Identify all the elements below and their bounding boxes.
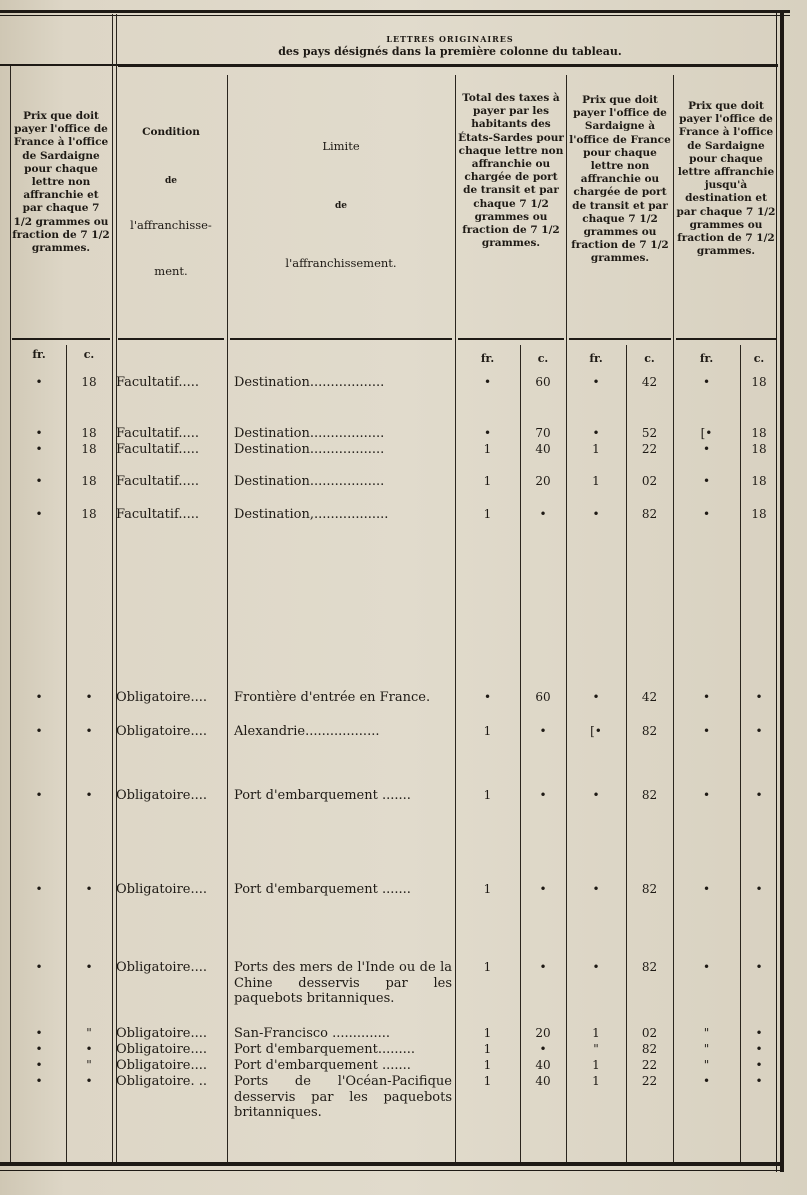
header-prix-france-sardaigne-affranchie: Prix que doit payer l'office de France à l'office de Sardaigne pour chaque lettre affranchie jusqu'à destination et par chaque 7 1/2 grammes ou fraction de 7 1/2 grammes. xyxy=(676,100,776,258)
cell-limite: Destination.................. xyxy=(234,442,385,457)
cell-affranchie-c: • xyxy=(755,882,763,896)
cell-prix-c: 18 xyxy=(81,507,97,521)
cell-affranchie-c: 18 xyxy=(751,507,767,521)
cell-sardaigne-fr: • xyxy=(592,882,600,896)
cell-sardaigne-c: 22 xyxy=(641,1058,658,1072)
cell-affranchie-c: • xyxy=(755,1058,763,1072)
cell-total-fr: • xyxy=(483,375,492,389)
cell-prix-c: • xyxy=(85,724,93,738)
cell-sardaigne-c: 22 xyxy=(641,442,658,456)
cell-prix-fr: • xyxy=(35,1026,43,1040)
cell-prix-fr: • xyxy=(35,960,43,974)
cell-affranchie-c: 18 xyxy=(751,474,767,488)
col-line-9 xyxy=(673,75,674,1162)
bottom-rule-thin xyxy=(0,1170,784,1171)
cell-total-c: 20 xyxy=(535,1026,551,1040)
cell-prix-c: • xyxy=(85,960,93,974)
cell-sardaigne-fr: [• xyxy=(590,724,602,738)
cell-limite: Destination.................. xyxy=(234,474,385,489)
cell-prix-fr: • xyxy=(35,426,43,440)
col-line-3b xyxy=(116,14,117,1162)
cell-prix-c: 18 xyxy=(81,474,97,488)
header-rule-6 xyxy=(676,338,776,340)
cell-prix-fr: • xyxy=(35,1042,43,1056)
top-rule-thin xyxy=(0,15,790,16)
unit-fr-sardaigne: fr. xyxy=(589,352,603,365)
cell-sardaigne-fr: • xyxy=(592,375,600,389)
cell-affranchie-fr: " xyxy=(703,1026,710,1040)
cell-sardaigne-fr: • xyxy=(592,788,600,802)
cell-limite: Destination.................. xyxy=(234,375,385,390)
cell-sardaigne-c: 82 xyxy=(641,788,658,802)
header-prix-france-sardaigne: Prix que doit payer l'office de France à l'office de Sardaigne pour chaque lettre non affranchie et par chaque 7 1/2 grammes ou fraction de 7 1/2 grammes. xyxy=(12,110,110,255)
cell-condition: Obligatoire.... xyxy=(116,1026,208,1041)
cell-sardaigne-fr: 1 xyxy=(592,1026,600,1040)
cell-prix-fr: • xyxy=(35,788,43,802)
cell-total-fr: 1 xyxy=(483,507,492,521)
cell-condition: Obligatoire.... xyxy=(116,788,208,803)
cell-prix-c: 18 xyxy=(81,442,97,456)
cell-sardaigne-fr: 1 xyxy=(592,474,600,488)
header-condition-2: de xyxy=(164,176,178,186)
cell-sardaigne-c: 02 xyxy=(641,474,658,488)
cell-affranchie-c: • xyxy=(755,1026,763,1040)
cell-condition: Facultatif..... xyxy=(116,442,200,457)
cell-affranchie-fr: • xyxy=(702,474,711,488)
cell-affranchie-c: • xyxy=(755,788,763,802)
cell-total-fr: 1 xyxy=(483,1042,492,1056)
header-limite-1: Limite xyxy=(322,139,360,153)
unit-c-total: c. xyxy=(537,352,549,365)
cell-prix-c: " xyxy=(86,1058,92,1072)
cell-affranchie-c: 18 xyxy=(751,375,767,389)
cell-prix-c: • xyxy=(85,1042,93,1056)
cell-sardaigne-c: 42 xyxy=(641,690,658,704)
cell-sardaigne-fr: 1 xyxy=(592,1074,600,1088)
cell-limite: Port d'embarquement ....... xyxy=(234,1058,411,1073)
cell-sardaigne-fr: " xyxy=(593,1042,599,1056)
unit-fr-affranchie: fr. xyxy=(699,352,714,365)
cell-prix-fr: • xyxy=(35,442,43,456)
banner-subtitle: des pays désignés dans la première colonne du tableau. xyxy=(278,45,622,58)
cell-condition: Obligatoire.... xyxy=(116,690,208,705)
cell-sardaigne-c: 82 xyxy=(641,960,658,974)
cell-affranchie-fr: • xyxy=(702,375,711,389)
cell-limite: San-Francisco .............. xyxy=(234,1026,390,1041)
cell-prix-fr: • xyxy=(35,1074,43,1088)
cell-affranchie-fr: [• xyxy=(700,426,713,440)
cell-sardaigne-c: 42 xyxy=(641,375,658,389)
header-rule-4 xyxy=(458,338,564,340)
cell-sardaigne-c: 82 xyxy=(641,882,658,896)
banner-rule xyxy=(118,64,778,67)
top-rule xyxy=(0,10,790,13)
cell-limite: Destination.................. xyxy=(234,426,385,441)
unit-c-affranchie: c. xyxy=(753,352,765,365)
cell-total-c: • xyxy=(539,788,547,802)
cell-prix-c: • xyxy=(85,788,93,802)
cell-sardaigne-c: 22 xyxy=(641,1074,658,1088)
cell-total-c: • xyxy=(539,724,547,738)
cell-total-c: • xyxy=(539,507,547,521)
bottom-rule xyxy=(0,1162,784,1166)
cell-sardaigne-c: 02 xyxy=(641,1026,658,1040)
cell-total-fr: 1 xyxy=(483,474,492,488)
cell-affranchie-fr: • xyxy=(702,960,711,974)
cell-affranchie-fr: • xyxy=(702,1074,711,1088)
cell-total-c: 40 xyxy=(535,1074,551,1088)
cell-affranchie-c: • xyxy=(755,960,763,974)
banner-rule-left xyxy=(0,64,118,66)
cell-affranchie-c: • xyxy=(755,1074,763,1088)
cell-prix-c: • xyxy=(85,1074,93,1088)
cell-affranchie-fr: " xyxy=(703,1042,710,1056)
cell-sardaigne-fr: • xyxy=(592,960,600,974)
cell-total-fr: 1 xyxy=(483,1026,492,1040)
cell-total-c: 70 xyxy=(535,426,551,440)
cell-limite: Frontière d'entrée en France. xyxy=(234,690,431,705)
cell-condition: Obligatoire.... xyxy=(116,882,208,897)
cell-prix-fr: • xyxy=(35,507,43,521)
unit-fr-col1: fr. xyxy=(32,348,46,361)
cell-affranchie-fr: • xyxy=(702,788,711,802)
cell-sardaigne-fr: 1 xyxy=(592,442,600,456)
cell-prix-fr: • xyxy=(35,375,43,389)
cell-total-fr: 1 xyxy=(483,724,492,738)
cell-condition: Facultatif..... xyxy=(116,474,200,489)
cell-total-c: • xyxy=(539,882,547,896)
cell-affranchie-fr: • xyxy=(702,507,711,521)
cell-total-c: 60 xyxy=(535,690,551,704)
cell-affranchie-fr: • xyxy=(702,442,711,456)
cell-total-fr: 1 xyxy=(483,442,492,456)
cell-total-c: • xyxy=(539,960,547,974)
cell-condition: Obligatoire.... xyxy=(116,724,208,739)
header-rule-5 xyxy=(569,338,671,340)
cell-prix-fr: • xyxy=(35,1058,43,1072)
header-rule-1 xyxy=(12,338,110,340)
cell-total-fr: • xyxy=(483,690,492,704)
unit-c-col1: c. xyxy=(83,348,95,361)
cell-limite: Port d'embarquement ....... xyxy=(234,882,411,897)
cell-sardaigne-fr: • xyxy=(592,507,600,521)
col-line-4 xyxy=(227,75,228,1162)
cell-affranchie-fr: " xyxy=(703,1058,710,1072)
cell-limite: Port d'embarquement ....... xyxy=(234,788,411,803)
right-border xyxy=(780,12,784,1172)
cell-affranchie-fr: • xyxy=(702,882,711,896)
cell-total-c: 40 xyxy=(535,442,551,456)
cell-affranchie-fr: • xyxy=(702,724,711,738)
cell-total-fr: 1 xyxy=(483,1058,492,1072)
cell-total-fr: 1 xyxy=(483,960,492,974)
cell-total-c: • xyxy=(539,1042,547,1056)
cell-total-fr: 1 xyxy=(483,788,492,802)
col-line-3 xyxy=(112,14,113,1162)
cell-limite: Alexandrie.................. xyxy=(234,724,380,739)
banner-title: LETTRES ORIGINAIRES xyxy=(386,34,514,44)
header-limite-3: l'affranchissement. xyxy=(285,256,397,270)
col-line-1 xyxy=(10,66,11,1162)
cell-sardaigne-fr: • xyxy=(592,426,600,440)
cell-sardaigne-c: 82 xyxy=(641,1042,658,1056)
header-condition-1: Condition xyxy=(142,126,200,138)
header-limite-2: de xyxy=(334,201,348,211)
header-condition-3: l'affranchisse- xyxy=(130,218,212,232)
cell-prix-c: 18 xyxy=(81,426,97,440)
cell-limite: Destination,.................. xyxy=(234,507,389,522)
cell-sardaigne-fr: • xyxy=(592,690,600,704)
cell-affranchie-fr: • xyxy=(702,690,711,704)
cell-total-fr: 1 xyxy=(483,1074,492,1088)
cell-prix-fr: • xyxy=(35,724,43,738)
cell-sardaigne-c: 52 xyxy=(641,426,658,440)
header-condition-4: ment. xyxy=(154,264,188,278)
cell-sardaigne-c: 82 xyxy=(641,507,658,521)
cell-prix-c: 18 xyxy=(81,375,97,389)
cell-limite: Ports des mers de l'Inde ou de la Chine desservis par les paquebots britanniques. xyxy=(234,960,452,1006)
cell-prix-fr: • xyxy=(35,690,43,704)
cell-condition: Obligatoire.... xyxy=(116,1058,208,1073)
cell-condition: Obligatoire.... xyxy=(116,960,208,975)
cell-affranchie-c: • xyxy=(755,690,763,704)
cell-total-c: 60 xyxy=(535,375,551,389)
cell-prix-fr: • xyxy=(35,882,43,896)
cell-total-c: 20 xyxy=(535,474,551,488)
cell-prix-c: • xyxy=(85,882,93,896)
cell-affranchie-c: 18 xyxy=(751,426,767,440)
cell-sardaigne-fr: 1 xyxy=(592,1058,600,1072)
cell-affranchie-c: • xyxy=(755,1042,763,1056)
cell-condition: Obligatoire. .. xyxy=(116,1074,208,1089)
cell-sardaigne-c: 82 xyxy=(641,724,658,738)
unit-fr-total: fr. xyxy=(480,352,495,365)
cell-condition: Facultatif..... xyxy=(116,507,200,522)
header-rule-3 xyxy=(230,338,452,340)
cell-total-c: 40 xyxy=(535,1058,551,1072)
cell-condition: Facultatif..... xyxy=(116,426,200,441)
cell-prix-fr: • xyxy=(35,474,43,488)
col-line-7 xyxy=(566,75,567,1162)
cell-prix-c: " xyxy=(86,1026,92,1040)
cell-total-fr: • xyxy=(483,426,492,440)
cell-limite: Ports de l'Océan-Pacifique desservis par les paquebots britanniques. xyxy=(234,1074,452,1120)
header-rule-2 xyxy=(118,338,224,340)
cell-total-fr: 1 xyxy=(483,882,492,896)
cell-prix-c: • xyxy=(85,690,93,704)
cell-condition: Facultatif..... xyxy=(116,375,200,390)
col-line-5 xyxy=(455,75,456,1162)
unit-c-sardaigne: c. xyxy=(644,352,655,365)
cell-affranchie-c: 18 xyxy=(751,442,767,456)
cell-affranchie-c: • xyxy=(755,724,763,738)
header-prix-sardaigne-france: Prix que doit payer l'office de Sardaigne à l'office de France pour chaque lettre non affranchie ou chargée de port de transit et par chaque 7 1/2 grammes ou fraction de 7 1/2 grammes. xyxy=(569,94,671,265)
cell-condition: Obligatoire.... xyxy=(116,1042,208,1057)
cell-limite: Port d'embarquement......... xyxy=(234,1042,416,1057)
header-total-taxes: Total des taxes à payer par les habitants des États-Sardes pour chaque lettre non affranchie ou chargée de port de transit et par chaque 7 1/2 grammes ou fraction de 7 1/2 grammes. xyxy=(458,92,564,250)
